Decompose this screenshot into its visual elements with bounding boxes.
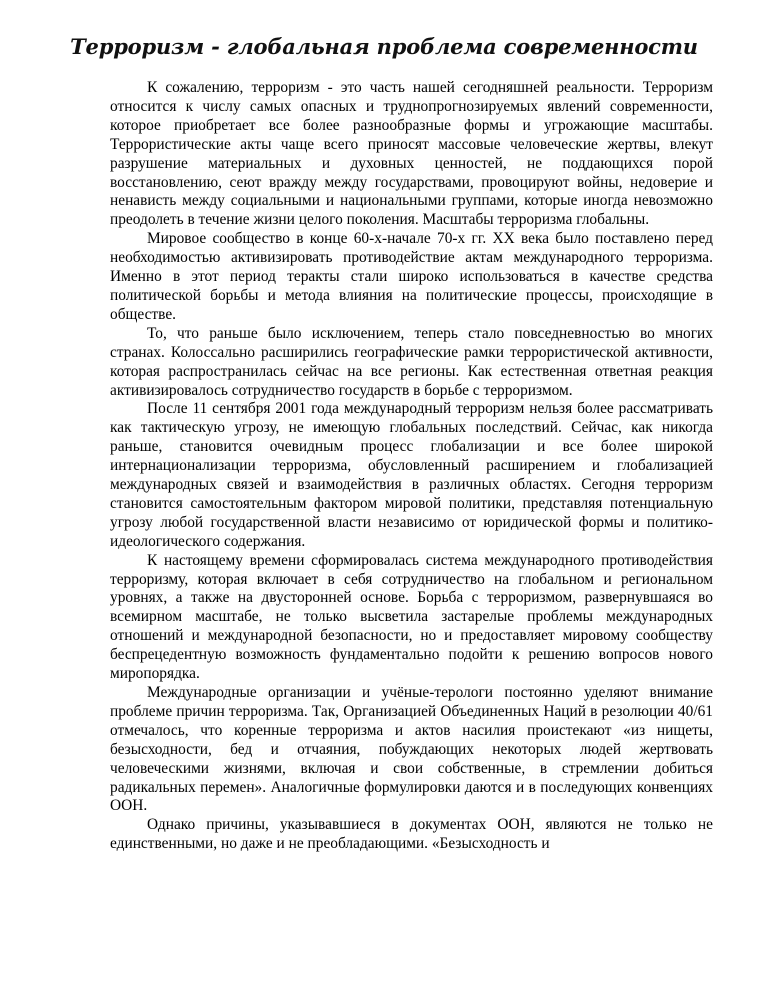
paragraph-6: Международные организации и учёные-терологи постоянно уделяют внимание проблеме причин терроризма. Так, Организацией Объединенных Наций в резолюции 40/61 отмечалось, что коренные терроризма и актов насилия проистекают «из нищеты, безысходности, бед и отчаяния, побуждающих некоторых людей жертвовать человеческими жизнями, включая и свои собственные, в стремлении добиться радикальных перемен». Аналогичные формулировки даются и в последующих конвенциях ООН. — [110, 684, 713, 815]
document-body — [110, 79, 713, 854]
paragraph-2: Мировое сообщество в конце 60-х-начале 70-х гг. XX века было поставлено перед необходимостью активизировать противодействие актам международного терроризма. Именно в этот период теракты стали широко использоваться в качестве средства политической борьбы и метода влияния на политические процессы, происходящие в обществе. — [110, 230, 713, 323]
paragraph-1: К сожалению, терроризм - это часть нашей сегодняшней реальности. Терроризм относится к числу самых опасных и труднопрогнозируемых явлений современности, которое приобретает все более разнообразные формы и угрожающие масштабы. Террористические акты чаще всего приносят массовые человеческие жертвы, влекут разрушение материальных и духовных ценностей, не поддающихся порой восстановлению, сеют вражду между государствами, провоцируют войны, недоверие и ненависть между социальными и национальными группами, которые иногда невозможно преодолеть в течение жизни целого поколения. Масштабы терроризма глобальны. — [110, 79, 713, 229]
document-title: Терроризм - глобальная проблема современности — [70, 34, 698, 59]
paragraph-4: После 11 сентября 2001 года международный терроризм нельзя более рассматривать как тактическую угрозу, не имеющую глобальных последствий. Сейчас, как никогда раньше, становится очевидным процесс глобализации и все более широкой интернационализации терроризма, обусловленный расширением и глобализацией международных связей и взаимодействия в различных областях. Сегодня терроризм становится самостоятельным фактором мировой политики, представляя потенциальную угрозу любой государственной власти независимо от юридической формы и политико-идеологического содержания. — [110, 400, 713, 550]
paragraph-3: То, что раньше было исключением, теперь стало повседневностью во многих странах. Колоссально расширились географические рамки террористической активности, которая распространилась сейчас на все регионы. Как естественная ответная реакция активизировалось сотрудничество государств в борьбе с терроризмом. — [110, 324, 713, 399]
paragraph-5: К настоящему времени сформировалась система международного противодействия терроризму, которая включает в себя сотрудничество на глобальном и региональном уровнях, а также на двусторонней основе. Борьба с терроризмом, развернувшаяся во всемирном масштабе, не только высветила застарелые проблемы международных отношений и международной безопасности, но и предоставляет мировому сообществу беспрецедентную возможность фундаментально подойти к решению вопросов нового миропорядка. — [110, 551, 713, 683]
paragraph-7: Однако причины, указывавшиеся в документах ООН, являются не только не единственными, но даже и не преобладающими. «Безысходность и — [110, 816, 713, 853]
